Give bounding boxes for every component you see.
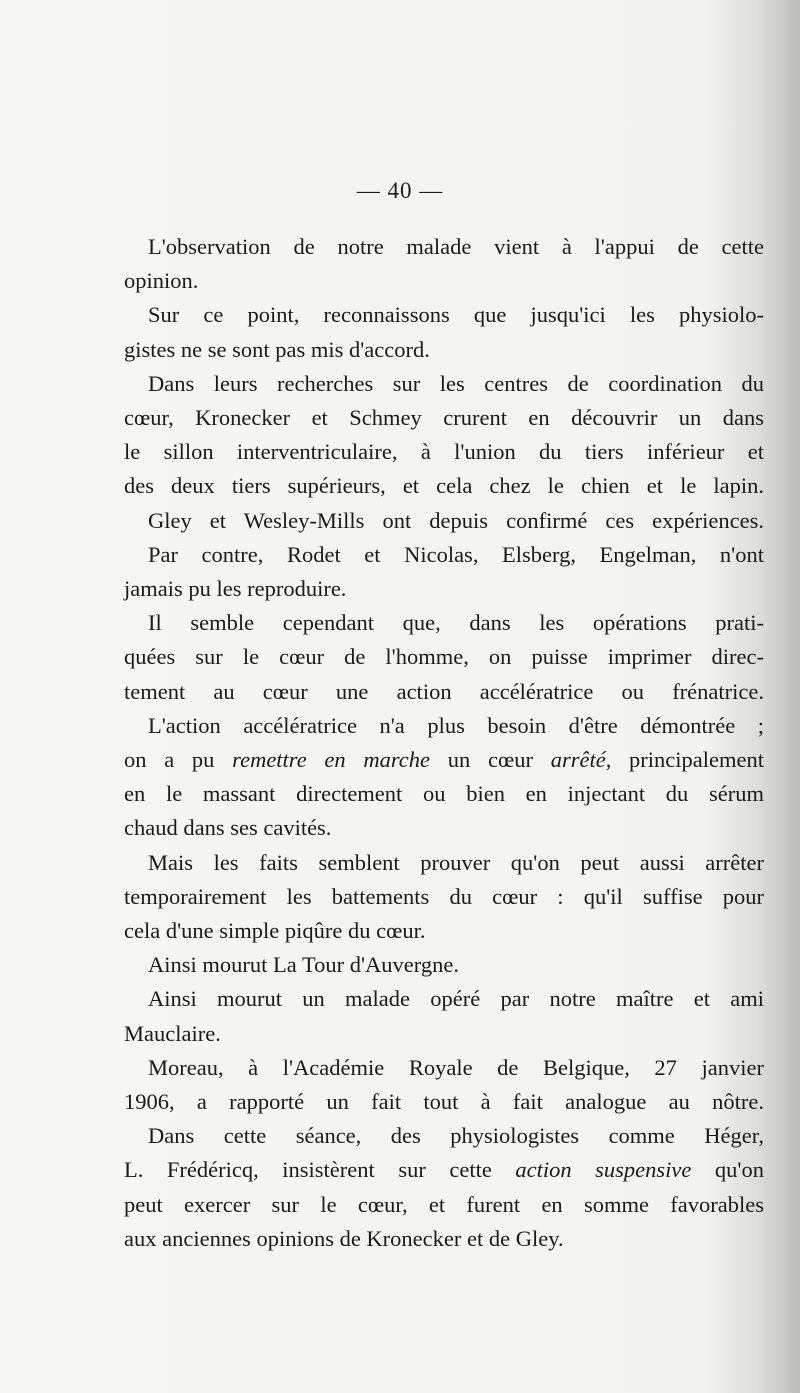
text-line: temporairement les battements du cœur : qu'il suffise pour <box>124 883 764 909</box>
text-line: Ainsi mourut un malade opéré par notre maître et ami <box>148 986 764 1012</box>
paragraph <box>124 1119 764 1256</box>
text-line: Mais les faits semblent prouver qu'on peut aussi arrêter <box>148 849 764 875</box>
italic-text: arrêté <box>550 747 606 773</box>
paragraph <box>124 846 764 949</box>
text-line: aux anciennes opinions de Kronecker et de Gley. <box>124 1225 564 1251</box>
paragraph <box>124 982 764 1050</box>
paragraph <box>124 298 764 366</box>
paragraph <box>124 709 764 846</box>
italic-text: remettre en marche <box>232 747 431 773</box>
text-line: L'action accélératrice n'a plus besoin d'être démontrée ; <box>148 712 764 738</box>
text-run: , principalement <box>605 747 764 773</box>
text-line: Il semble cependant que, dans les opérations prati- <box>148 610 764 636</box>
text-line: cela d'une simple piqûre du cœur. <box>124 918 426 944</box>
text-run: on a pu <box>124 747 233 773</box>
page-number: — 40 — <box>356 178 444 203</box>
text-run: qu'on <box>691 1157 764 1183</box>
text-line: quées sur le cœur de l'homme, on puisse imprimer direc- <box>124 644 764 670</box>
text-line-with-italics <box>124 743 764 777</box>
text-line: gistes ne se sont pas mis d'accord. <box>124 336 430 362</box>
text-line: Dans cette séance, des physiologistes comme Héger, <box>148 1123 764 1149</box>
text-line: Sur ce point, reconnaissons que jusqu'ici les physiolo- <box>148 302 764 328</box>
text-run: L. Frédéricq, insistèrent sur cette <box>124 1157 516 1183</box>
text-line: tement au cœur une action accélératrice ou frénatrice. <box>124 678 764 704</box>
text-line: Ainsi mourut La Tour d'Auvergne. <box>148 952 459 978</box>
text-line: Gley et Wesley-Mills ont depuis confirmé ces expériences. <box>148 507 764 533</box>
text-line: Mauclaire. <box>124 1020 221 1046</box>
text-line: Moreau, à l'Académie Royale de Belgique, 27 janvier <box>148 1054 764 1080</box>
text-line: opinion. <box>124 268 199 294</box>
text-line: jamais pu les reproduire. <box>124 576 347 602</box>
paragraph <box>124 948 764 982</box>
text-line: 1906, a rapporté un fait tout à fait analogue au nôtre. <box>124 1089 764 1115</box>
italic-text: action suspensive <box>515 1157 692 1183</box>
paragraph <box>124 504 764 538</box>
paragraph <box>124 230 764 298</box>
text-line: peut exercer sur le cœur, et furent en somme favorables <box>124 1191 764 1217</box>
text-line-with-italics <box>124 1153 764 1187</box>
paragraph <box>124 538 764 606</box>
text-line: le sillon interventriculaire, à l'union du tiers inférieur et <box>124 439 764 465</box>
text-run: un cœur <box>430 747 551 773</box>
text-line: Par contre, Rodet et Nicolas, Elsberg, Engelman, n'ont <box>148 541 764 567</box>
text-line: en le massant directement ou bien en injectant du sérum <box>124 781 764 807</box>
paragraph <box>124 1051 764 1119</box>
paragraph <box>124 367 764 504</box>
paragraph <box>124 606 764 709</box>
text-line: chaud dans ses cavités. <box>124 815 332 841</box>
body-text <box>124 230 764 1256</box>
text-line: L'observation de notre malade vient à l'appui de cette <box>148 234 764 259</box>
text-line: cœur, Kronecker et Schmey crurent en découvrir un dans <box>124 405 764 431</box>
text-line: des deux tiers supérieurs, et cela chez le chien et le lapin. <box>124 473 764 499</box>
text-line: Dans leurs recherches sur les centres de coordination du <box>148 370 764 396</box>
